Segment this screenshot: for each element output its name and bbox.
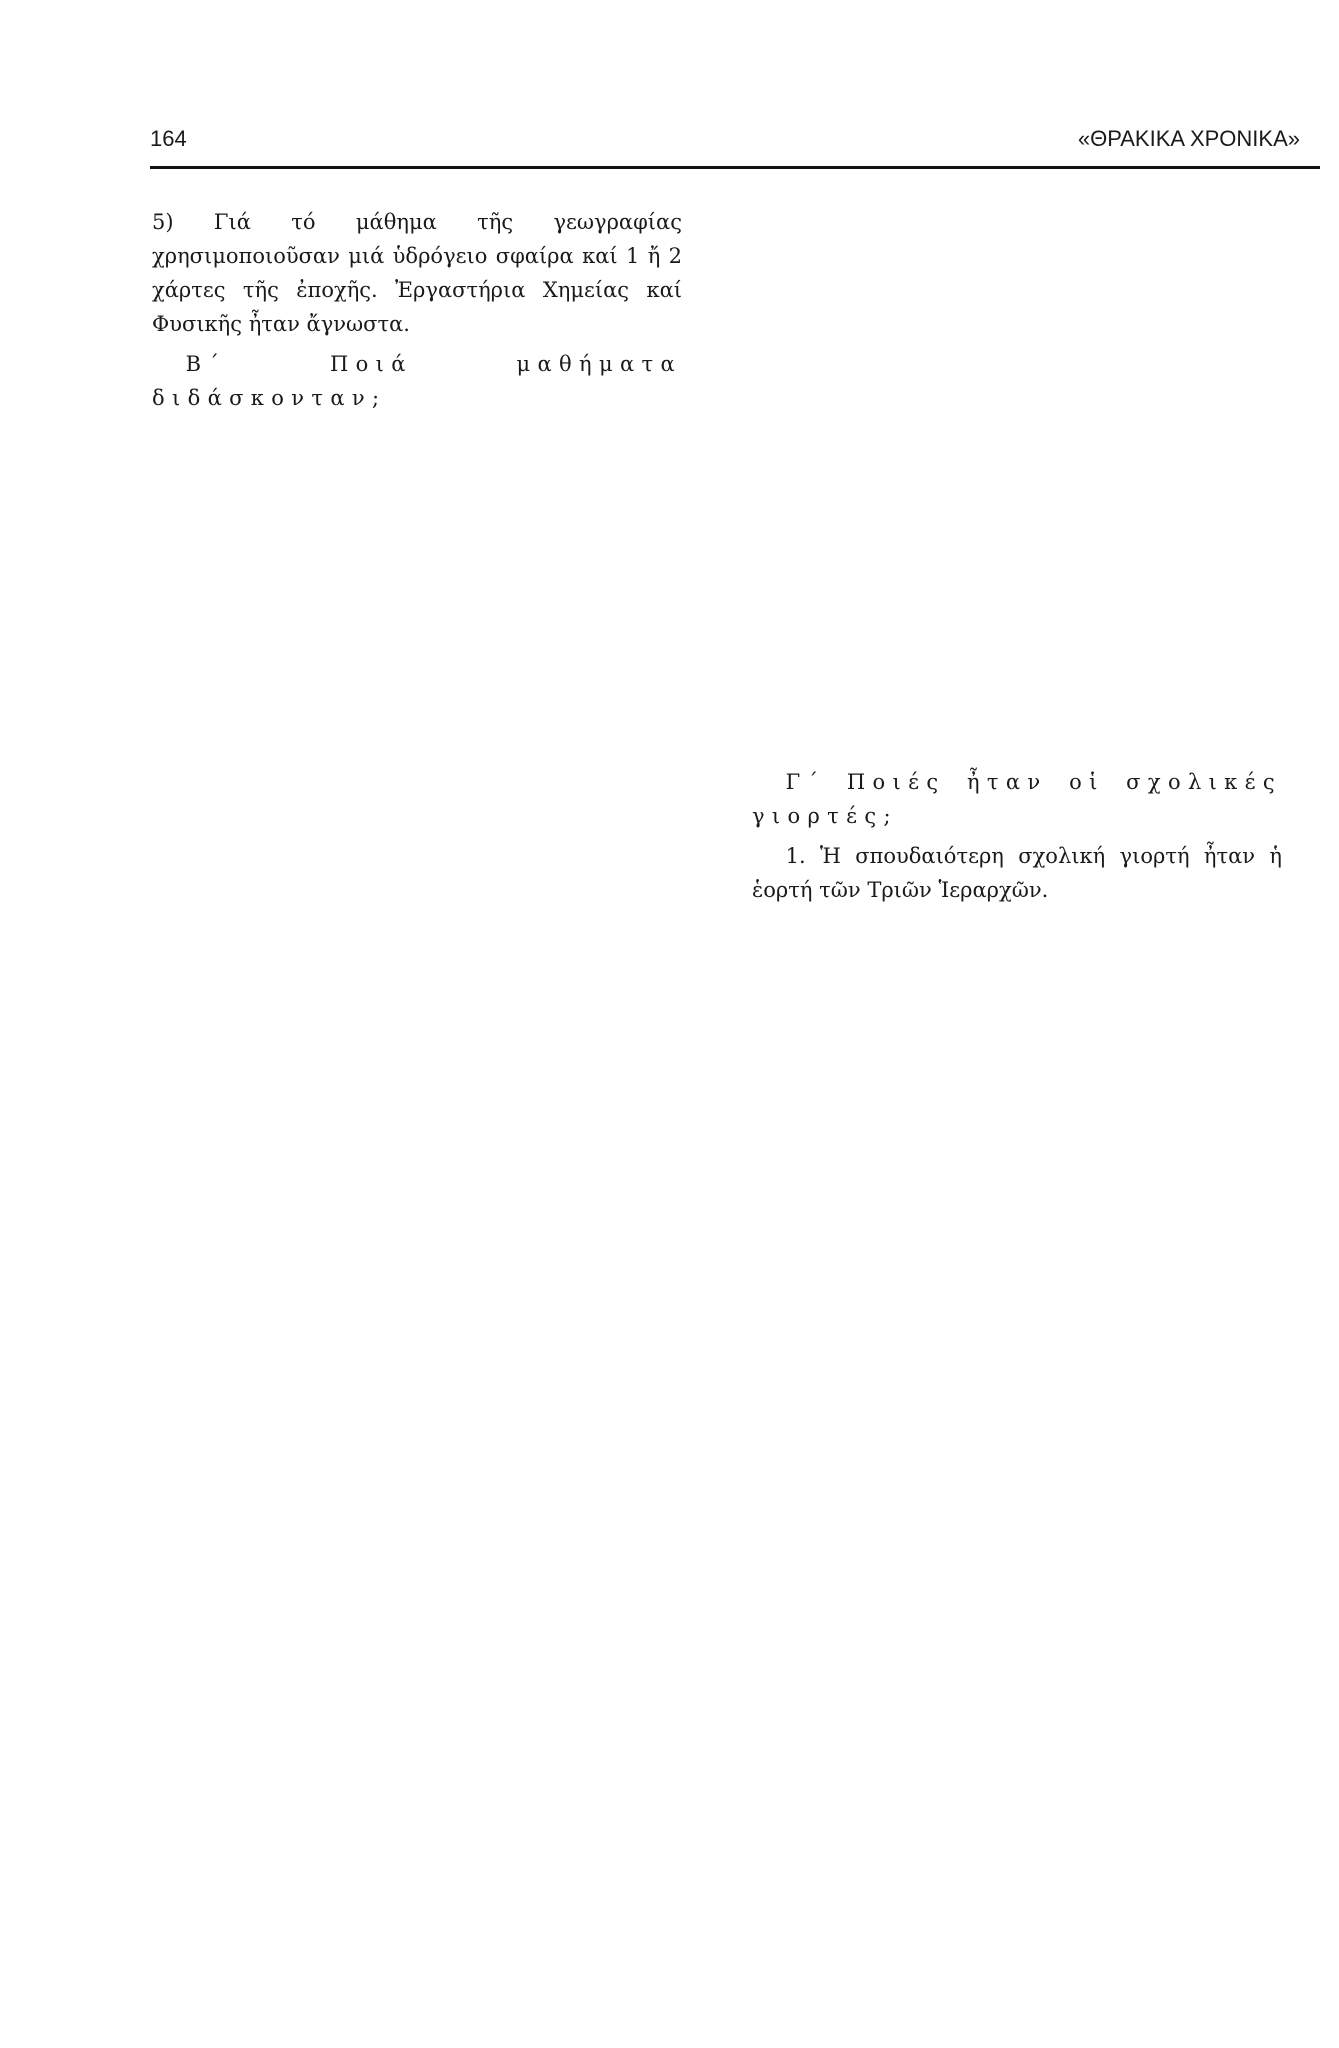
running-title: «ΘΡΑΚΙΚΑ ΧΡΟΝΙΚΑ» xyxy=(1077,126,1300,151)
page-number: 164 xyxy=(150,126,187,151)
left-question: Β΄ Ποιά μαθήματα διδάσκονταν; xyxy=(152,352,682,411)
right-paragraph-1: 1. Ἡ σπουδαιότερη σχολική γιορτή ἦταν ἡ ἑορτή τῶν Τριῶν Ἱεραρχῶν. xyxy=(752,844,1282,903)
left-paragraph-1: 5) Γιά τό μάθημα τῆς γεωγραφίας χρησιμοποιοῦσαν μιά ὑδρόγειο σφαίρα καί 1 ἤ 2 χάρτες τῆς ἐποχῆς. Ἐργαστήρια Χημείας καί Φυσικῆς ἦταν ἄγνωστα. xyxy=(152,210,682,337)
right-question: Γ΄ Ποιές ἦταν οἱ σχολικές γιορτές; xyxy=(752,770,1282,829)
left-column xyxy=(152,205,682,421)
header-rule xyxy=(150,166,1320,169)
right-column xyxy=(752,205,1282,913)
page-header xyxy=(150,126,1330,166)
